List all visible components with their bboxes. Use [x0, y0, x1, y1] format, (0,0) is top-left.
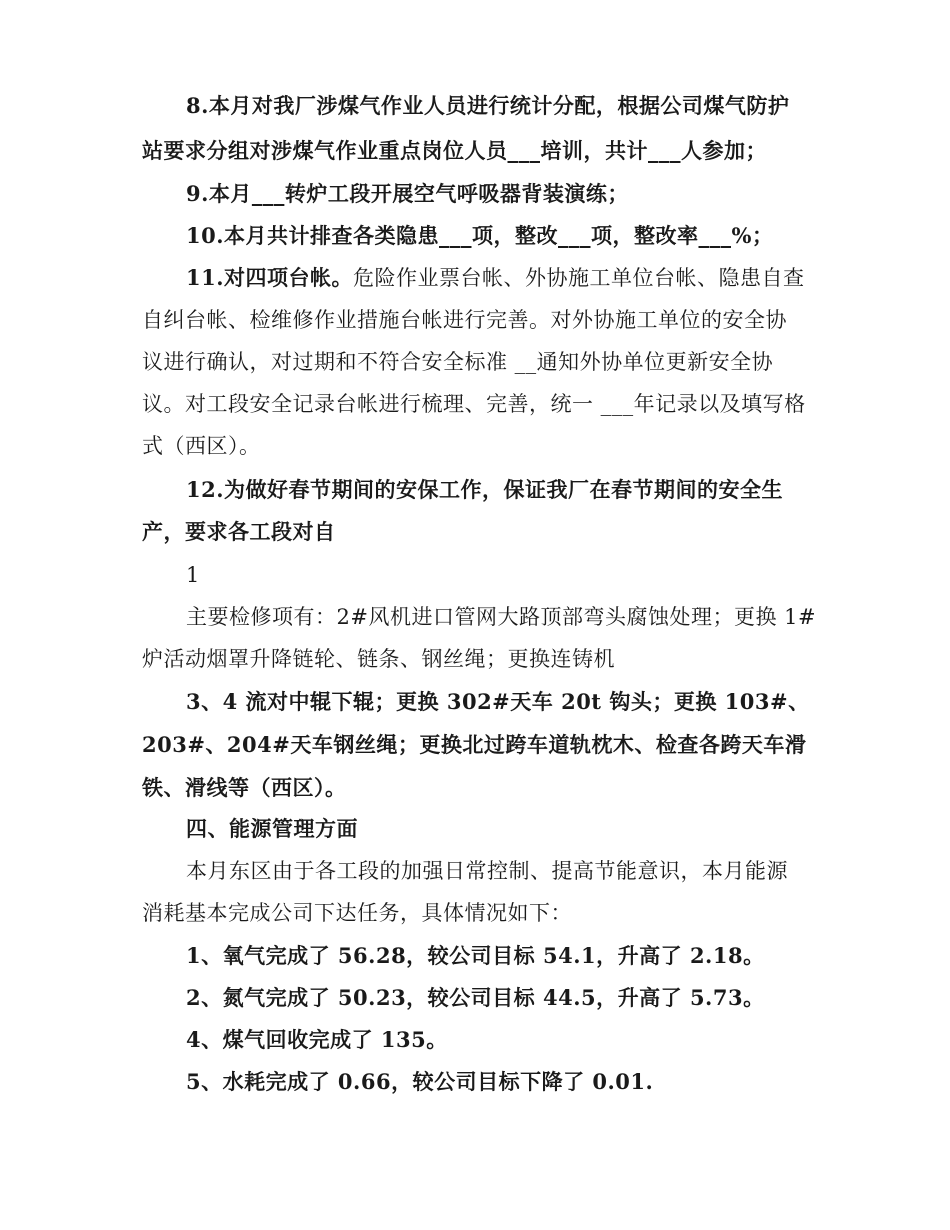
energy-item-oxygen: 1、氧气完成了 56.28，较公司目标 54.1，升高了 2.18。	[186, 943, 765, 968]
paragraph-item-11-line-4: 议。对工段安全记录台帐进行梳理、完善，统一 ___年记录以及填写格	[142, 392, 806, 416]
maintenance-line-1: 主要检修项有：2#风机进口管网大路顶部弯头腐蚀处理；更换 1#	[186, 605, 817, 629]
energy-item-water: 5、水耗完成了 0.66，较公司目标下降了 0.01.	[186, 1069, 654, 1094]
energy-summary-line-2: 消耗基本完成公司下达任务，具体情况如下：	[142, 901, 572, 925]
energy-item-nitrogen: 2、氮气完成了 50.23，较公司目标 44.5，升高了 5.73。	[186, 985, 765, 1010]
paragraph-item-11-line-1	[186, 264, 866, 292]
paragraph-item-12-line-2: 产，要求各工段对自	[142, 519, 336, 544]
energy-item-gas-recovery: 4、煤气回收完成了 135。	[186, 1027, 448, 1052]
maintenance-line-2: 炉活动烟罩升降链轮、链条、钢丝绳；更换连铸机	[142, 647, 615, 671]
paragraph-item-11-line-3: 议进行确认，对过期和不符合安全标准 __通知外协单位更新安全协	[142, 350, 774, 374]
paragraph-item-10: 10.本月共计排查各类隐患___项，整改___项，整改率___%；	[186, 223, 774, 248]
paragraph-item-12-line-1: 12.为做好春节期间的安保工作，保证我厂在春节期间的安全生	[186, 477, 784, 502]
paragraph-item-8-line-1: 8.本月对我厂涉煤气作业人员进行统计分配，根据公司煤气防护	[186, 93, 790, 118]
maintenance-line-4: 203#、204#天车钢丝绳；更换北过跨车道轨枕木、检查各跨天车滑	[142, 732, 807, 757]
paragraph-item-8-line-2: 站要求分组对涉煤气作业重点岗位人员___培训，共计___人参加；	[142, 138, 767, 163]
maintenance-line-3: 3、4 流对中辊下辊；更换 302#天车 20t 钩头；更换 103#、	[186, 689, 810, 714]
section-heading-energy: 四、能源管理方面	[186, 816, 358, 841]
item-11-heading: 11.对四项台帐。	[186, 265, 354, 290]
maintenance-line-5: 铁、滑线等（西区）。	[142, 775, 347, 800]
paragraph-item-11-line-5: 式（西区）。	[142, 434, 261, 458]
page-number: 1	[186, 563, 200, 587]
paragraph-item-11-line-2: 自纠台帐、检维修作业措施台帐进行完善。对外协施工单位的安全协	[142, 308, 787, 332]
energy-summary-line-1: 本月东区由于各工段的加强日常控制、提高节能意识，本月能源	[186, 859, 788, 883]
item-11-body-start: 危险作业票台帐、外协施工单位台帐、隐患自查	[353, 266, 805, 290]
paragraph-item-9: 9.本月___转炉工段开展空气呼吸器背装演练；	[186, 181, 629, 206]
